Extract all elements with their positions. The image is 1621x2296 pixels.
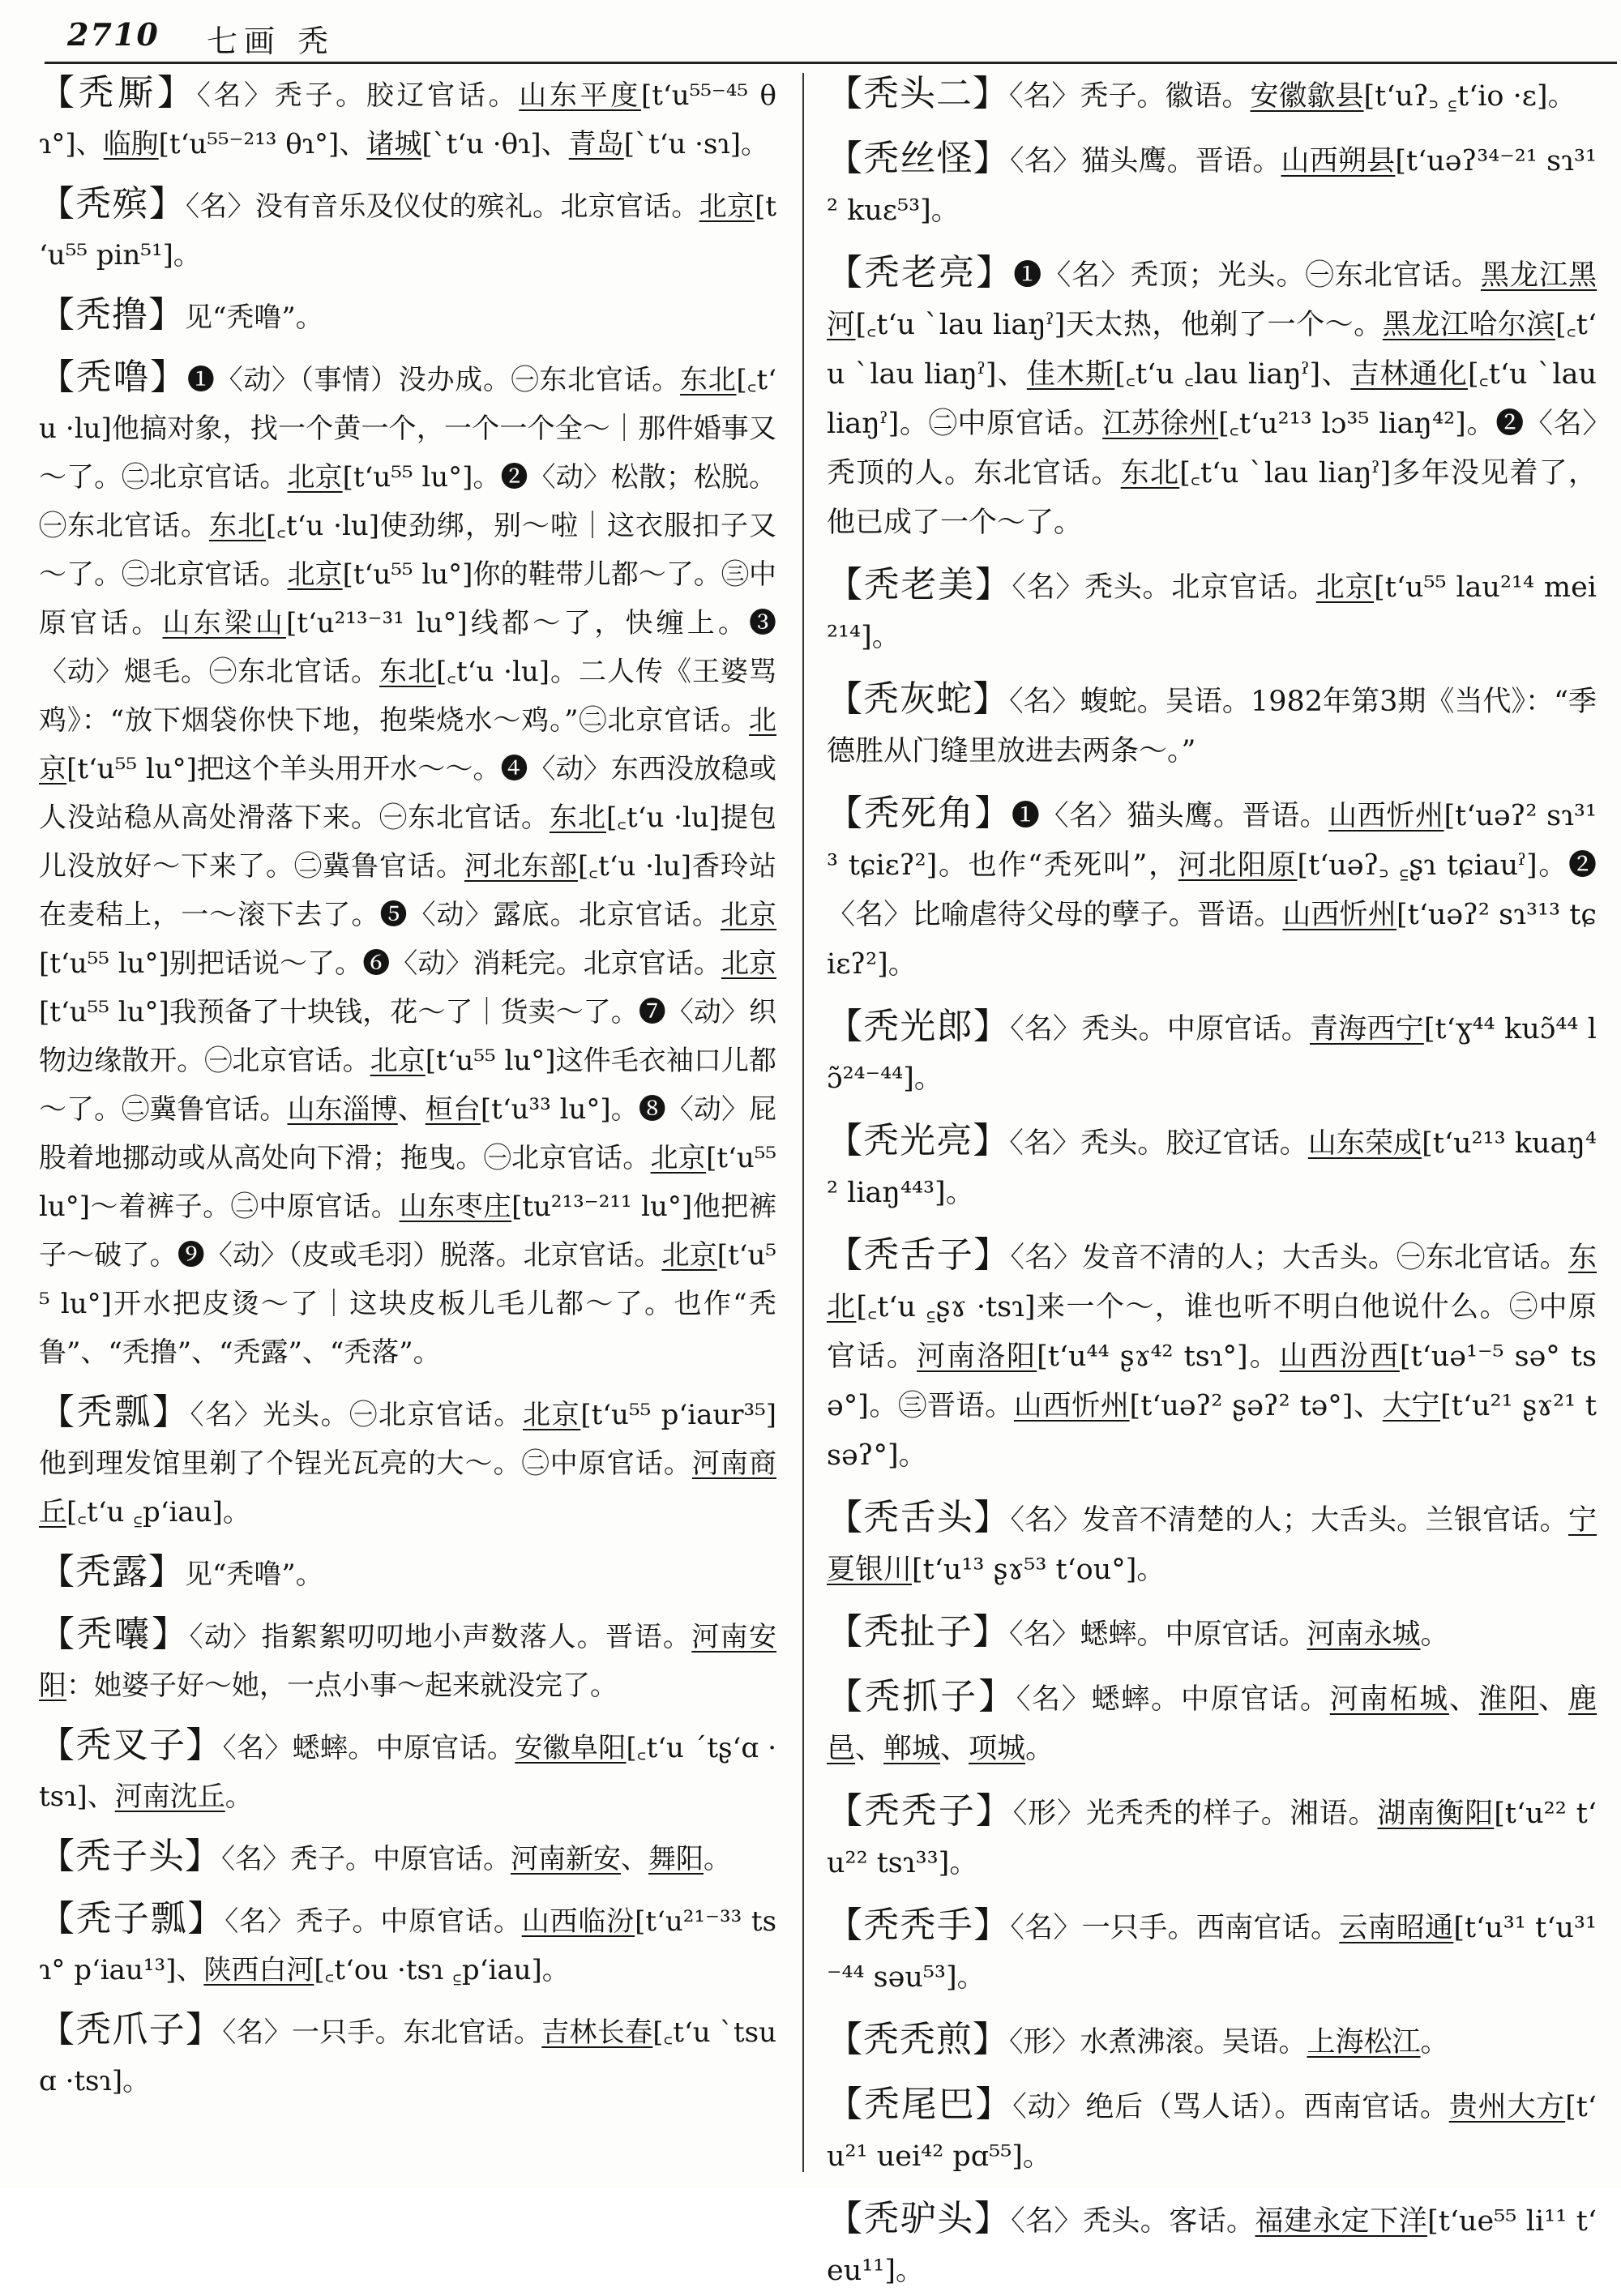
place-name: 河北阳原	[1178, 849, 1298, 882]
entry-headword: 【秃噜】	[39, 357, 187, 398]
running-head: 七画 秃	[207, 24, 336, 59]
entry-text: 〈名〉猫头鹰。晋语。	[1010, 145, 1281, 177]
place-name: 福建永定下洋	[1255, 2205, 1428, 2238]
place-name: 河北东部	[464, 850, 578, 883]
entry-headword: 【秃瓢】	[39, 1392, 190, 1433]
place-name: 河南商丘	[39, 1447, 777, 1529]
entry-text: 〈名〉一只手。东北官话。	[222, 2016, 542, 2049]
place-name: 舞阳	[648, 1843, 704, 1875]
entry-text: [tʻu⁵⁵ lu°]。❷〈动〉松散；松脱。㊀东北官话。	[39, 461, 776, 542]
entry-text: [tʻu²¹⁻³³ tsɿ° pʻiau¹³]、	[39, 1905, 777, 1986]
entry-headword: 【秃丝怪】	[827, 138, 1011, 179]
dictionary-entry	[39, 291, 776, 342]
place-name: 北京	[720, 899, 777, 931]
entry-text: 、	[1448, 1683, 1479, 1716]
entry-headword: 【秃露】	[39, 1551, 185, 1593]
place-name: 北京	[287, 558, 343, 591]
page-number: 2710	[67, 16, 160, 53]
place-name: 北京	[370, 1045, 426, 1077]
entry-text: 。	[1025, 1733, 1054, 1765]
dictionary-entry	[827, 1116, 1597, 1218]
place-name: 山西忻州	[1282, 899, 1396, 931]
entry-text: [tʻuəʔ² sɿ³¹³ tɕiɛʔ²]。也作“秃死叫”，	[827, 800, 1597, 882]
dictionary-entry	[39, 69, 776, 169]
place-name: 山东荣成	[1307, 1127, 1422, 1160]
entry-text: 。	[225, 1781, 253, 1813]
entry-text: 、	[940, 1733, 969, 1765]
entry-text: [ˋtʻu ·θɿ]、	[421, 128, 569, 160]
entry-text: 、	[1538, 1683, 1568, 1716]
entry-text: [tʻu⁵⁵ lu°]别把话说～了。❻〈动〉消耗完。北京官话。	[39, 947, 721, 980]
entry-text: [꜀tʻu ˋlau liaŋˀ]多年没见着了，他已成了一个～了。	[827, 457, 1597, 539]
dictionary-entry	[39, 1610, 776, 1710]
entry-headword: 【秃头二】	[827, 73, 1009, 114]
place-name: 山西汾西	[1279, 1340, 1400, 1373]
place-name: 贵州大方	[1448, 2091, 1566, 2123]
place-name: 郸城	[883, 1733, 941, 1765]
entry-text: [tʻu⁵⁵ lu°]把这个羊头用开水～～。❹〈动〉东西没放稳或人没站稳从高处滑落下来。㊀东北官话。	[39, 753, 776, 834]
dictionary-entry	[827, 134, 1597, 236]
dictionary-entry	[827, 1607, 1597, 1660]
entry-text: ：她婆子好～她，一点小事～起来就没完了。	[66, 1670, 618, 1702]
entry-text: [tʻu²¹ uei⁴² pɑ⁵⁵]。	[827, 2091, 1597, 2173]
place-name: 山西朔县	[1281, 145, 1396, 177]
place-name: 吉林长春	[541, 2016, 653, 2049]
entry-text: 〈动〉指絮絮叨叨地小声数落人。晋语。	[189, 1621, 692, 1653]
dictionary-entry	[39, 180, 776, 280]
place-name: 东北	[1120, 457, 1180, 490]
entry-text: [꜀tʻu ꜁pʻiau]。	[66, 1496, 250, 1529]
entry-text: 〈名〉秃子。中原官话。	[225, 1905, 522, 1938]
entry-headword: 【秃秃煎】	[827, 2019, 1009, 2060]
entry-headword: 【秃撸】	[39, 294, 185, 336]
entry-text: [꜀tʻu ·lu]。二人传《王婆骂鸡》：“放下烟袋你快下地，抱柴烧水～鸡。”㊁北京官话。	[39, 656, 776, 737]
entry-headword: 【秃舌子】	[827, 1234, 1011, 1276]
entry-text: 、	[397, 1093, 426, 1126]
dictionary-entry	[827, 789, 1597, 990]
entry-text: 〈名〉秃头。中原官话。	[1010, 1013, 1310, 1045]
entry-headword: 【秃舌头】	[827, 1497, 1011, 1538]
place-name: 吉林通化	[1350, 358, 1468, 391]
entry-headword: 【秃老亮】	[827, 252, 1014, 293]
entry-headword: 【秃光郎】	[827, 1006, 1011, 1047]
place-name: 山东枣庄	[399, 1191, 512, 1223]
entry-text: 〈名〉秃子。徽语。	[1009, 80, 1251, 113]
entry-headword: 【秃子头】	[39, 1836, 221, 1877]
place-name: 山西临汾	[521, 1905, 635, 1938]
page-header	[45, 11, 1585, 60]
place-name: 青岛	[568, 128, 624, 160]
place-name: 河南安阳	[39, 1621, 776, 1702]
place-name: 河南沈丘	[114, 1781, 225, 1813]
place-name: 北京	[1315, 571, 1375, 604]
entry-headword: 【秃尾巴】	[827, 2084, 1013, 2125]
place-name: 大宁	[1382, 1390, 1441, 1422]
place-name: 北京	[650, 1142, 707, 1174]
place-name: 山西忻州	[1013, 1390, 1130, 1422]
dictionary-entry	[39, 353, 776, 1377]
entry-text: [tʻuəʔ² ʂəʔ² tə°]、	[1129, 1390, 1383, 1422]
entry-headword: 【秃扯子】	[827, 1611, 1009, 1653]
entry-text: 。	[704, 1843, 731, 1875]
entry-text: [tʻu²¹³ kuaŋ⁴² liaŋ⁴⁴³]。	[827, 1127, 1597, 1209]
place-name: 项城	[969, 1733, 1026, 1765]
entry-text: 〈名〉秃子。中原官话。	[221, 1843, 511, 1875]
place-name: 黑龙江哈尔滨	[1382, 309, 1556, 341]
entry-text: 〈名〉光头。㊀北京官话。	[190, 1399, 524, 1431]
dictionary-entry	[827, 69, 1597, 122]
dictionary-entry	[827, 560, 1597, 662]
right-column	[827, 69, 1597, 2287]
dictionary-entry	[827, 1901, 1597, 2003]
entry-text: [tʻu⁵⁵ lu°]我预备了十块钱，花～了｜货卖～了。❼〈动〉织物边缘散开。㊀北京官话。	[39, 996, 776, 1077]
place-name: 青海西宁	[1309, 1013, 1424, 1045]
entry-text: [꜀tʻu ·lu]他搞对象，找一个黄一个，一个一个全～｜那件婚事又～了。㊁北京官话。	[39, 364, 777, 494]
entry-text: 〈名〉没有音乐及仪仗的殡礼。北京官话。	[185, 190, 699, 223]
entry-text: 。	[1420, 2026, 1449, 2059]
entry-text: 、	[855, 1733, 884, 1765]
entry-text: 〈名〉秃子。胶辽官话。	[196, 79, 520, 112]
entry-text: 〈名〉蟋蟀。中原官话。	[222, 1732, 515, 1764]
entry-text: 。	[1420, 1618, 1449, 1651]
dictionary-entry	[827, 1672, 1597, 1774]
column-divider	[802, 73, 804, 2172]
place-name: 安徽阜阳	[515, 1732, 627, 1764]
place-name: 诸城	[366, 128, 422, 160]
place-name: 江苏徐州	[1102, 408, 1219, 440]
place-name: 云南昭通	[1339, 1912, 1454, 1944]
entry-text: [tʻu⁵⁵⁻⁴⁵ θɿ°]、	[39, 79, 777, 160]
dictionary-entry	[827, 2194, 1597, 2296]
dictionary-entry	[39, 2006, 776, 2106]
entry-headword: 【秃殡】	[39, 183, 186, 224]
entry-headword: 【秃囔】	[39, 1614, 190, 1655]
entry-text: [tʻu⁵⁵ lau²¹⁴ mei²¹⁴]。	[827, 571, 1597, 653]
place-name: 东北	[827, 1242, 1597, 1323]
entry-text: [tʻuəʔ꜆ ꜁ʂɿ tɕiauˀ]。❷〈名〉比喻虐待父母的孽子。晋语。	[827, 849, 1597, 931]
dictionary-entry	[39, 1895, 776, 1995]
entry-text: [tʻu⁵⁵ lu°]这件毛衣袖口儿都～了。㊁冀鲁官话。	[39, 1045, 776, 1126]
place-name: 东北	[549, 802, 606, 834]
entry-headword: 【秃光亮】	[827, 1120, 1010, 1161]
place-name: 北京	[523, 1399, 581, 1431]
dictionary-entry	[39, 1832, 776, 1883]
place-name: 河南新安	[511, 1843, 621, 1875]
entry-text: 〈名〉秃头。胶辽官话。	[1009, 1127, 1308, 1160]
entry-text: [꜀tʻu ·lu]香玲站在麦秸上，一～滚下去了。❺〈动〉露底。北京官话。	[39, 850, 777, 931]
entry-text: [꜀tʻu ˋlau liaŋˀ]。㊁中原官话。	[827, 358, 1597, 440]
entry-text: 〈形〉水煮沸滚。吴语。	[1009, 2026, 1307, 2059]
entry-text: [꜀tʻu ˋlau liaŋˀ]天太热，他剃了一个～。	[855, 309, 1383, 341]
place-name: 黑龙江黑河	[827, 259, 1597, 341]
place-name: 上海松江	[1307, 2026, 1421, 2059]
dictionary-entry	[827, 1002, 1597, 1104]
place-name: 东北	[379, 656, 436, 688]
dictionary-entry	[827, 1230, 1597, 1481]
dictionary-entry	[827, 2015, 1597, 2067]
left-column	[39, 69, 776, 2176]
entry-text: [꜀tʻu ·lu]使劲绑，别～啦｜这衣服扣子又～了。㊁北京官话。	[39, 510, 776, 591]
entry-text: [tʻu⁵⁵⁻²¹³ θɿ°]、	[158, 128, 367, 160]
dictionary-entry	[39, 1388, 776, 1537]
entry-text: [꜀tʻou ·tsɿ ꜁pʻiau]。	[314, 1954, 570, 1986]
entry-text: [tʻu³³ lu°]。❽〈动〉屁股着地挪动或从高处向下滑；拖曳。㊀北京官话。	[39, 1093, 777, 1174]
entry-text: ❶〈动〉（事情）没办成。㊀东北官话。	[186, 364, 681, 396]
place-name: 临朐	[103, 128, 159, 160]
entry-text: 、	[621, 1843, 648, 1875]
entry-text: 〈名〉蟋蟀。中原官话。	[1016, 1683, 1330, 1716]
entry-text: [tʻu⁵⁵ pin⁵¹]。	[39, 190, 777, 272]
dictionary-entry	[827, 674, 1597, 776]
entry-text: 〈名〉发音不清的人；大舌头。㊀东北官话。	[1010, 1242, 1568, 1274]
dictionary-entry	[827, 2080, 1597, 2182]
dictionary-entry	[827, 248, 1597, 548]
entry-text: 见“秃噜”。	[185, 1558, 323, 1591]
entry-text: 〈名〉发音不清楚的人；大舌头。兰银官话。	[1010, 1504, 1568, 1537]
entry-text: [꜀tʻu ꜁ʂɤ ·tsɿ]来一个～，谁也听不明白他说什么。㊁中原官话。	[827, 1291, 1597, 1373]
entry-text: 〈名〉蟋蟀。中原官话。	[1009, 1618, 1307, 1651]
place-name: 北京	[661, 1239, 717, 1272]
place-name: 淮阳	[1478, 1683, 1539, 1716]
entry-text: [tʻuəʔ³⁴⁻²¹ sɿ³¹² kuɛ⁵³]。	[827, 145, 1597, 227]
entry-text: 〈名〉一只手。西南官话。	[1010, 1912, 1340, 1944]
entry-text: 〈动〉绝后（骂人话）。西南官话。	[1012, 2091, 1449, 2123]
entry-text: 见“秃噜”。	[185, 301, 323, 334]
place-name: 北京	[721, 947, 776, 980]
entry-headword: 【秃秃手】	[827, 1905, 1011, 1946]
entry-text: [tʻuə¹⁻⁵ sə° tsə°]。㊂晋语。	[827, 1340, 1597, 1422]
entry-text: [꜀tʻu ˊtʂʻɑ ·tsɿ]、	[39, 1732, 777, 1813]
entry-text: [tʻu⁵⁵ lu°]开水把皮烫～了｜这块皮板儿毛儿都～了。也作“秃鲁”、“秃撸”、“秃露”、“秃落”。	[39, 1239, 777, 1369]
place-name: 山西忻州	[1328, 800, 1444, 832]
entry-text: [ˋtʻu ·sɿ]。	[623, 128, 769, 160]
dictionary-entry	[39, 1548, 776, 1599]
place-name: 山东梁山	[162, 607, 287, 639]
entry-text: [tʻue⁵⁵ li¹¹ tʻeu¹¹]。	[827, 2205, 1597, 2287]
place-name: 北京	[699, 190, 755, 223]
place-name: 河南洛阳	[917, 1340, 1037, 1373]
place-name: 河南柘城	[1329, 1683, 1449, 1716]
dictionary-entry	[827, 1493, 1597, 1595]
place-name: 东北	[208, 510, 266, 542]
header-rule	[45, 62, 1617, 64]
entry-text: [꜀tʻu ˋtsuɑ ·tsɿ]。	[39, 2016, 777, 2097]
entry-text: [tʻu²¹³⁻³¹ lu°]线都～了，快缠上。❸〈动〉煺毛。㊀东北官话。	[39, 607, 777, 688]
place-name: 佳木斯	[1026, 358, 1115, 391]
place-name: 北京	[39, 704, 776, 785]
entry-text: [tʻu¹³ ʂɤ⁵³ tʻou°]。	[912, 1554, 1165, 1586]
entry-text: [꜀tʻu ·lu]提包儿没放好～下来了。㊁冀鲁官话。	[39, 802, 776, 883]
entry-headword: 【秃老美】	[827, 564, 1012, 605]
place-name: 东北	[680, 364, 737, 396]
entry-headword: 【秃抓子】	[827, 1676, 1016, 1717]
place-name: 陕西白河	[203, 1954, 314, 1986]
entry-headword: 【秃厮】	[39, 72, 197, 113]
entry-text: ❶〈名〉猫头鹰。晋语。	[1011, 800, 1329, 832]
entry-headword: 【秃驴头】	[827, 2198, 1012, 2239]
entry-text: [tʻu⁴⁴ ʂɤ⁴² tsɿ°]。	[1037, 1340, 1280, 1373]
entry-text: [tu²¹³⁻²¹¹ lu°]他把裤子～破了。❾〈动〉（皮或毛羽）脱落。北京官话。	[39, 1191, 776, 1272]
entry-headword: 【秃死角】	[827, 793, 1012, 834]
entry-text: [tʻu²² tʻu²² tsɿ³³]。	[827, 1798, 1597, 1879]
entry-headword: 【秃子瓢】	[39, 1898, 225, 1939]
place-name: 桓台	[425, 1093, 481, 1126]
dictionary-entry	[827, 1786, 1597, 1888]
entry-text: ❶〈名〉秃顶；光头。㊀东北官话。	[1013, 259, 1481, 292]
entry-text: [tʻuəʔ² sɿ³¹³ tɕiɛʔ²]。	[827, 899, 1597, 981]
entry-text: 〈名〉蝮蛇。吴语。1982年第3期《当代》：“季德胜从门缝里放进去两条～。”	[827, 686, 1597, 767]
entry-text: 〈形〉光秃秃的样子。湘语。	[1012, 1798, 1378, 1830]
entry-text: [tʻu⁵⁵ pʻiaur³⁵]他到理发馆里剃了个锃光瓦亮的大～。㊁中原官话。	[39, 1399, 777, 1480]
place-name: 山东平度	[519, 79, 641, 112]
entry-text: [tʻu²¹ ʂɤ²¹ tsəʔ°]。	[827, 1390, 1597, 1472]
entry-text: [tʻu⁵⁵ lu°]你的鞋带儿都～了。㊂中原官话。	[39, 558, 776, 639]
place-name: 山东淄博	[287, 1093, 398, 1126]
entry-headword: 【秃爪子】	[39, 2009, 223, 2050]
entry-text: 〈名〉秃头。北京官话。	[1012, 571, 1316, 604]
entry-text: [tʻu³¹ tʻu³¹⁻⁴⁴ səu⁵³]。	[827, 1912, 1597, 1994]
place-name: 北京	[287, 461, 343, 494]
entry-text: [꜀tʻu ˋlau liaŋˀ]、	[827, 309, 1597, 391]
entry-text: [tʻu⁵⁵ lu°]～着裤子。㊁中原官话。	[39, 1142, 777, 1223]
place-name: 河南永城	[1307, 1618, 1421, 1651]
place-name: 宁夏银川	[827, 1504, 1597, 1586]
place-name: 鹿邑	[827, 1683, 1597, 1765]
place-name: 安徽歙县	[1250, 80, 1364, 113]
entry-text: 〈名〉秃头。客话。	[1011, 2205, 1255, 2238]
entry-text: [tʻuʔ꜆ ꜁tʻio ·ɛ]。	[1363, 80, 1576, 113]
entry-headword: 【秃叉子】	[39, 1725, 223, 1766]
dictionary-entry	[39, 1721, 776, 1821]
entry-text: [tʻɣ⁴⁴ kuɔ̃⁴⁴ lɔ̃²⁴⁻⁴⁴]。	[827, 1013, 1597, 1095]
entry-headword: 【秃秃子】	[827, 1790, 1013, 1832]
entry-text: [꜀tʻu ꜀lau liaŋˀ]、	[1114, 358, 1351, 391]
place-name: 湖南衡阳	[1377, 1798, 1495, 1830]
entry-text: [꜀tʻu²¹³ lɔ³⁵ liaŋ⁴²]。❷〈名〉秃顶的人。东北官话。	[827, 408, 1597, 490]
entry-headword: 【秃灰蛇】	[827, 678, 1010, 720]
